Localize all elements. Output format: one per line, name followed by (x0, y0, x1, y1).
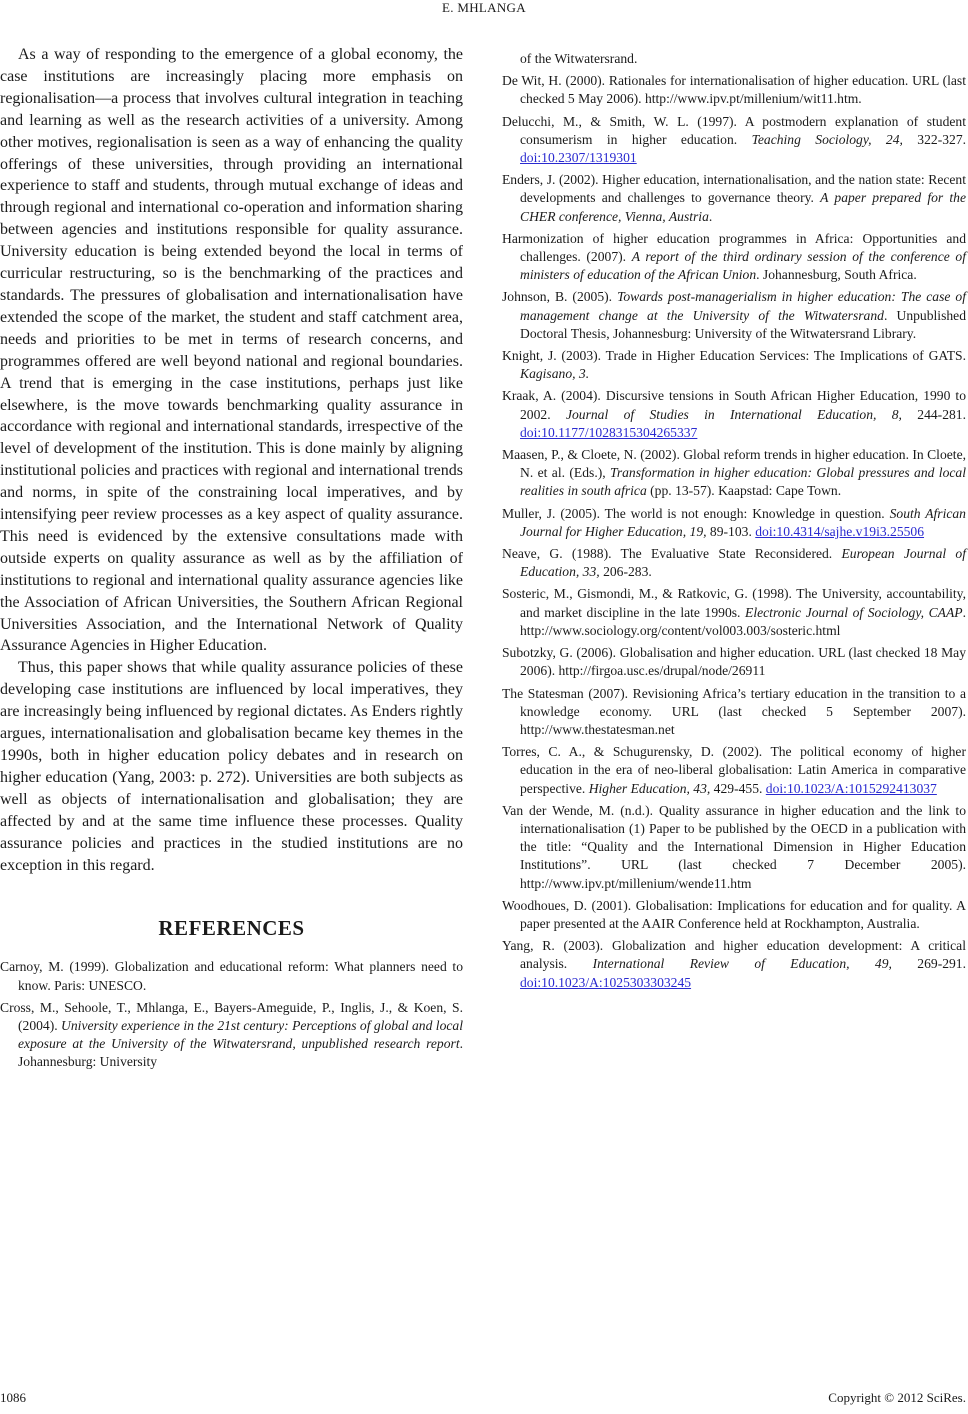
reference-italic: Electronic Journal of Sociology, CAAP (745, 604, 963, 620)
doi-link[interactable]: doi:10.4314/sajhe.v19i3.25506 (755, 523, 925, 539)
reference-entry (502, 288, 966, 343)
reference-text: The Statesman (2007). Revisioning Africa’s tertiary education in the transition to a knowledge economy. URL (last checked 5 September 2007). http://www.thestatesman.net (502, 685, 966, 737)
reference-continuation: of the Witwatersrand. (520, 51, 638, 66)
reference-entry (502, 72, 966, 108)
reference-text: Knight, J. (2003). Trade in Higher Education Services: The Implications of GATS. (502, 348, 966, 364)
reference-entry (502, 897, 966, 933)
reference-italic: University experience in the 21st century: Perceptions of global and local exposure at the University of the Witwatersrand, unpublished research report (18, 1018, 463, 1052)
references-heading: REFERENCES (158, 916, 305, 941)
right-column (502, 50, 966, 996)
reference-text: 206-283. (599, 564, 652, 580)
reference-text: . Johannesburg, South Africa. (756, 267, 917, 283)
doi-link[interactable]: doi:10.1023/A:1025303303245 (520, 974, 692, 990)
reference-entry (0, 958, 463, 994)
reference-text: Carnoy, M. (1999). Globalization and educational reform: What planners need to know. Paris: UNESCO. (0, 959, 463, 993)
page-number: 1086 (0, 1390, 26, 1405)
left-column (0, 44, 463, 1076)
reference-text: Woodhoues, D. (2001). Globalisation: Implications for education and for quality. A paper presented at the AAIR Conference held at Rockhampton, Australia. (502, 897, 966, 931)
reference-italic: Teaching Sociology, 24, (751, 131, 903, 147)
reference-entry (502, 505, 966, 541)
reference-text: Sosteric, M., Gismondi, M., & Ratkovic, G. (1998). The University, accountability, and market discipline in the late 1990s. (502, 586, 966, 620)
reference-text: Van der Wende, M. (n.d.). Quality assurance in higher education and the link to internationalisation (1) Paper to be published by the OECD in a publication with the title: “Quality and the International Dimension in Higher Education Institutions”. URL (last checked 7 December 2005). http://www.ipv.pt/millenium/wende11.htm (502, 802, 966, 891)
reference-text: 89-103. (706, 523, 756, 539)
reference-text: 429-455. (710, 780, 766, 796)
body-paragraph: Thus, this paper shows that while quality assurance policies of these developing case institutions are influenced by local imperatives, they are increasingly being influenced by regional dictates. As Enders rightly argues, internationalisation and globalisation became key themes in the 1990s, both in higher education policy debates and in research on higher education (Yang, 2003: p. 272). Universities are both subjects as well as objects of internationalisation and globalisation; they are affected by and at the same time influence these processes. Quality assurance policies and practices in the studied institutions are no exception in this regard. (0, 659, 463, 874)
reference-italic: Higher Education, 43, (588, 780, 711, 796)
reference-text: Subotzky, G. (2006). Globalisation and higher education. URL (last checked 18 May 2006). http://firgoa.usc.es/drupal/node/26911 (502, 645, 966, 679)
reference-text: De Wit, H. (2000). Rationales for internationalisation of higher education. URL (last checked 5 May 2006). http://www.ipv.pt/millenium/wit11.htm. (502, 73, 966, 107)
reference-italic: Journal of Studies in International Education, 8, (565, 406, 902, 422)
reference-entry (502, 937, 966, 992)
reference-italic: A paper prepared for the CHER conference, Vienna, Austria (520, 190, 966, 224)
reference-entry (502, 171, 966, 226)
reference-text: Torres, C. A., & Schugurensky, D. (2002). The political economy of higher education in the era of neo-liberal globalisation: Latin America in comparative perspective. (502, 744, 966, 796)
reference-entry (502, 347, 966, 383)
reference-text: Cross, M., Sehoole, T., Mhlanga, E., Bayers-Ameguide, P., Inglis, J., & Koen, S. (2004). (0, 999, 463, 1034)
reference-text: 244-281. (901, 406, 966, 422)
references-list-right (502, 72, 966, 992)
reference-entry (502, 230, 966, 285)
reference-entry (502, 387, 966, 442)
reference-text: Delucchi, M., & Smith, W. L. (1997). A postmodern explanation of student consumerism in higher education. (502, 113, 966, 147)
reference-italic: A report of the third ordinary session of the conference of ministers of education of the African Union (520, 249, 966, 283)
reference-text: Muller, J. (2005). The world is not enough: Knowledge in question. (502, 505, 890, 521)
body-paragraph: As a way of responding to the emergence of a global economy, the case institutions are increasingly placing more emphasis on regionalisation—a process that involves cultural integration in teaching and learning as well as the research activities of a university. Among other motives, regionalisation is seen as a way of enhancing the quality offerings of these universities, through providing an international experience to staff and students, through mutual exchange of ideas and through regional and international co-operation and information sharing between agencies and institutions responsible for quality assurance. University education is being extended beyond the local in terms of curricular restructuring, so is the benchmarking of the practices and standards. The pressures of globalisation and internationalisation have extended the scope of the market, the student and staff catchment area, needs and priorities to be met in terms of research concerns, and programmes offered are well beyond national and regional boundaries. A trend that is emerging in the case institutions, perhaps just like elsewhere, is the move towards benchmarking quality assurance in accordance with regional and international standards, irrespective of the level of development of the institution. This is done mainly by aligning institutional policies and practices with regional and international trends and norms, in spite of the constraining local imperatives, and by intensifying peer review processes as a key aspect of quality assurance. This need is evidenced by the extensive consultations made with outside experts on quality assurance as well as by the affiliation of institutions to regional and international quality assurance agencies like the Association of African Universities, the Southern African Regional Universities Association, and the International Network of Quality Assurance Agencies in Higher Education. (0, 46, 463, 655)
reference-entry (502, 743, 966, 798)
references-list-left (0, 958, 463, 1071)
reference-entry (502, 644, 966, 680)
reference-entry (502, 802, 966, 893)
reference-italic: South African Journal for Higher Education, 19, (520, 505, 966, 539)
reference-text: Yang, R. (2003). Globalization and higher education development: A critical analysis. (502, 938, 966, 972)
reference-text: Enders, J. (2002). Higher education, internationalisation, and the nation state: Recent developments and challenges to governance theory. (502, 172, 966, 206)
reference-text: Neave, G. (1988). The Evaluative State Reconsidered. (502, 546, 842, 562)
doi-link[interactable]: doi:10.1023/A:1015292413037 (765, 780, 937, 796)
reference-text: Johnson, B. (2005). (502, 289, 618, 305)
doi-link[interactable]: doi:10.1177/1028315304265337 (520, 424, 698, 440)
reference-entry (502, 545, 966, 581)
reference-italic: Transformation in higher education: Global pressures and local realities in south africa (520, 465, 966, 499)
reference-text: Kraak, A. (2004). Discursive tensions in South African Higher Education, 1990 to 2002. (502, 388, 966, 422)
reference-entry (502, 685, 966, 740)
reference-text: . Johannesburg: University (18, 1036, 463, 1070)
reference-text: . http://www.sociology.org/content/vol003.003/sosteric.html (520, 604, 966, 638)
reference-text: Maasen, P., & Cloete, N. (2002). Global reform trends in higher education. In Cloete, N. et al. (Eds.), (502, 447, 966, 481)
copyright-notice: Copyright © 2012 SciRes. (828, 1390, 966, 1405)
reference-italic: International Review of Education, 49, (592, 956, 892, 972)
reference-entry (0, 999, 463, 1072)
reference-italic: European Journal of Education, 33, (520, 546, 967, 580)
reference-entry (502, 113, 966, 168)
reference-entry (502, 446, 966, 501)
running-header: E. MHLANGA (442, 0, 526, 15)
reference-text: 269-291. (891, 956, 967, 972)
reference-text: (pp. 13-57). Kaapstad: Cape Town. (646, 483, 842, 499)
doi-link[interactable]: doi:10.2307/1319301 (520, 150, 637, 166)
reference-text: . Unpublished Doctoral Thesis, Johannesburg: University of the Witwatersrand Library. (520, 307, 966, 341)
reference-text: Harmonization of higher education programmes in Africa: Opportunities and challenges. (2007). (502, 230, 966, 265)
reference-text: 322-327. (902, 131, 967, 147)
reference-entry (502, 585, 966, 640)
reference-italic: Kagisano, 3. (520, 366, 590, 382)
reference-text: . (708, 208, 713, 224)
reference-italic: Towards post-managerialism in higher education: The case of management change at the University of the Witwatersrand (520, 289, 966, 323)
